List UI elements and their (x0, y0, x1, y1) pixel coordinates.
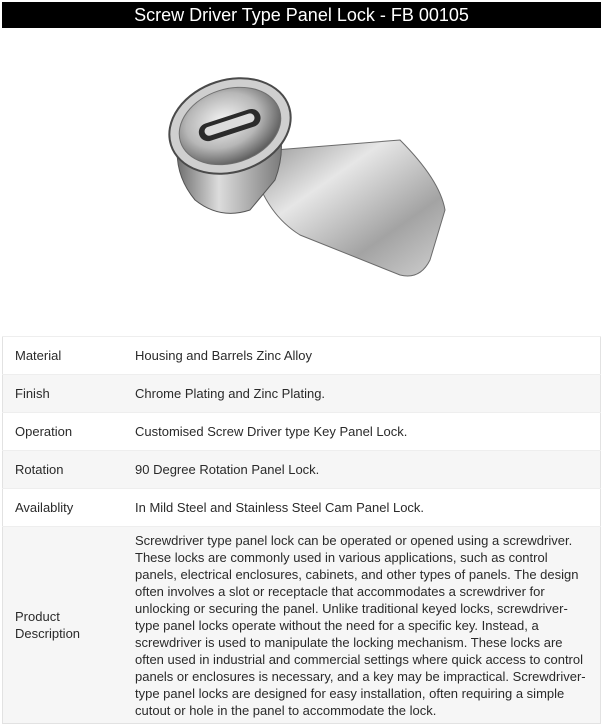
spec-row-finish (3, 375, 601, 413)
spec-value: Screwdriver type panel lock can be operated or opened using a screwdriver. These locks are commonly used in various applications, such as control panels, electrical enclosures, cabinets, and other types of panels. The design often involves a slot or receptacle that accommodates a screwdriver for unlocking or securing the panel. Unlike traditional keyed locks, screwdriver-type panel locks operate without the need for a specific key. Instead, a screwdriver is used to manipulate the locking mechanism. These locks are often used in industrial and commercial settings where quick access to control panels or enclosures is necessary, and a key may be impractical. Screwdriver-type panel locks are designed for easy installation, often requiring a simple cutout or hole in the panel to accommodate the lock. (123, 527, 601, 724)
spec-label: Availablity (3, 489, 124, 527)
page-title: Screw Driver Type Panel Lock - FB 00105 (134, 4, 469, 25)
spec-label: Product Description (3, 527, 124, 724)
spec-label: Operation (3, 413, 124, 451)
spec-value: 90 Degree Rotation Panel Lock. (123, 451, 601, 489)
spec-value: In Mild Steel and Stainless Steel Cam Panel Lock. (123, 489, 601, 527)
specification-table (2, 336, 601, 724)
product-image (140, 60, 460, 300)
page-title-bar (2, 2, 601, 28)
spec-row-material (3, 337, 601, 375)
spec-label: Finish (3, 375, 124, 413)
spec-row-operation (3, 413, 601, 451)
spec-value: Customised Screw Driver type Key Panel Lock. (123, 413, 601, 451)
spec-row-description (3, 527, 601, 724)
spec-label: Material (3, 337, 124, 375)
spec-value: Chrome Plating and Zinc Plating. (123, 375, 601, 413)
spec-value: Housing and Barrels Zinc Alloy (123, 337, 601, 375)
spec-row-availability (3, 489, 601, 527)
spec-row-rotation (3, 451, 601, 489)
spec-label: Rotation (3, 451, 124, 489)
